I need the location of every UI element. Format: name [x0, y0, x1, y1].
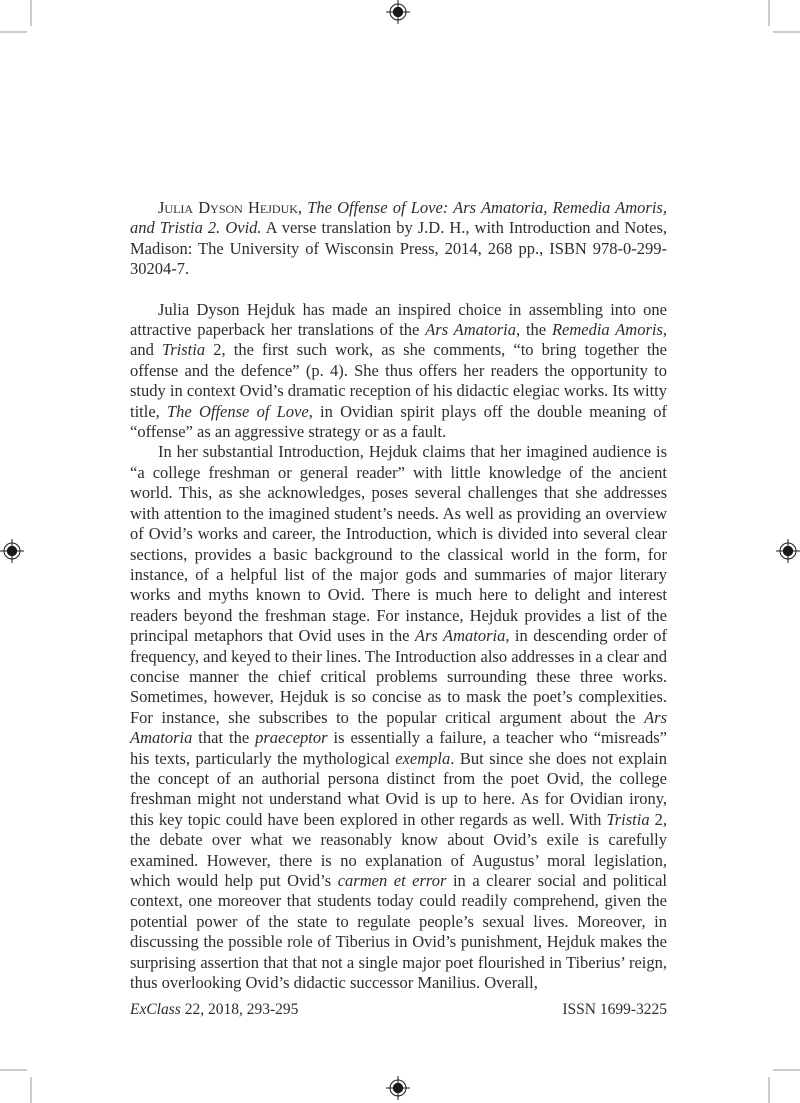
text-run: 2, the first such work, as she comments, “to bring together the offense and the defence” (p. 4). She thus offers her readers the opportunity to study in context Ovid’s dramatic reception of his didactic elegiac works. Its witty title, [130, 340, 668, 421]
text-run: Tristia [161, 340, 206, 360]
text-run: carmen et error [337, 871, 447, 890]
text-run: , the [515, 320, 552, 340]
issn-label: ISSN 1699-3225 [562, 1001, 667, 1018]
review-citation-heading [130, 198, 667, 280]
text-run: Ars Amatoria [425, 320, 516, 340]
text-run: , and [130, 320, 667, 360]
registration-mark-icon [0, 539, 24, 563]
text-run: A verse translation by J.D. H., with Introduction and Notes, Madison: The University of Wisconsin Press, 2014, 268 pp., ISBN 978-0-299-30204-7. [130, 218, 667, 279]
text-run: In her substantial Introduction, Hejduk claims that her imagined audience is “a college freshman or general reader” with little knowledge of the ancient world. This, as she acknowledges, poses several challenges that she addresses with attention to the imagined student’s needs. As well as providing an overview of Ovid’s works and career, the Introduction, which is divided into several clear sections, provides a basic background to the classical world in the form, for instance, of a helpful list of the major gods and summaries of major literary works and myths known to Ovid. There is much here to delight and interest readers beyond the freshman stage. For instance, Hejduk provides a list of the principal metaphors that Ovid uses in the [130, 442, 667, 646]
text-run: . But since she does not explain the concept of an authorial persona distinct from the poet Ovid, the college freshman might not understand what Ovid is up to here. As for Ovidian irony, this key topic could have been explored in other regards as well. With [130, 748, 667, 829]
text-run: exempla [395, 748, 451, 768]
text-run: in a clearer social and political context, one moreover that students today could readily comprehend, given the potential power of the state to regulate people’s sexual lives. Moreover, in discussing the possible role of Tiberius in Ovid’s punishment, Hejduk makes the surprising assertion that that not a single major poet flourished in Tiberius’ reign, thus overlooking Ovid’s didactic successor Manilius. Overall, [130, 871, 668, 993]
text-run: Ars Amatoria [414, 626, 506, 646]
crop-mark [768, 0, 770, 26]
text-run: The Offense of Love [167, 401, 309, 421]
text-run: 22, 2018, 293-295 [180, 1001, 299, 1018]
text-run: Tristia [606, 809, 650, 829]
text-run: , in Ovidian spirit plays off the double meaning of “offense” as an aggressive strategy or as a fault. [130, 401, 667, 442]
page-footer [130, 1001, 667, 1019]
review-content [130, 198, 667, 993]
text-run: that the [192, 728, 256, 748]
text-run: , in descending order of frequency, and keyed to their lines. The Introduction also addresses in a clear and concise manner the chief critical problems surrounding these three works. Sometimes, however, Hejduk is so concise as to mask the poet’s complexities. For instance, she subscribes to the popular critical argument about the [130, 626, 667, 727]
text-run: Remedia Amoris [551, 320, 663, 340]
text-run: Julia Dyson Hejduk [158, 198, 298, 217]
crop-mark [773, 1069, 800, 1071]
review-paragraph-1 [130, 300, 667, 443]
text-run: is essentially a failure, a teacher who “misreads” his texts, particularly the mythological [130, 728, 667, 768]
text-run: The Offense of Love: Ars Amatoria, Remedia Amoris, and Tristia 2. Ovid. [130, 198, 667, 238]
text-run: Julia Dyson Hejduk has made an inspired choice in assembling into one attractive paperback her translations of the [130, 299, 667, 340]
crop-mark [30, 1077, 32, 1103]
text-run: 2, the debate over what we reasonably know about Ovid’s exile is carefully examined. However, there is no explanation of Augustus’ moral legislation, which would help put Ovid’s [130, 809, 668, 890]
text-run: ExClass [130, 1001, 181, 1018]
crop-mark [773, 31, 800, 33]
crop-mark [768, 1077, 770, 1103]
registration-mark-icon [386, 0, 410, 24]
crop-mark [0, 1069, 27, 1071]
text-run: , [297, 198, 308, 217]
crop-mark [30, 0, 32, 26]
registration-mark-icon [776, 539, 800, 563]
crop-mark [0, 31, 27, 33]
registration-mark-icon [386, 1076, 410, 1100]
text-run: Ars Amatoria [130, 707, 667, 748]
review-body [130, 300, 667, 994]
journal-volume-citation [130, 1001, 298, 1019]
text-run: praeceptor [255, 728, 328, 748]
review-paragraph-2 [130, 442, 667, 993]
